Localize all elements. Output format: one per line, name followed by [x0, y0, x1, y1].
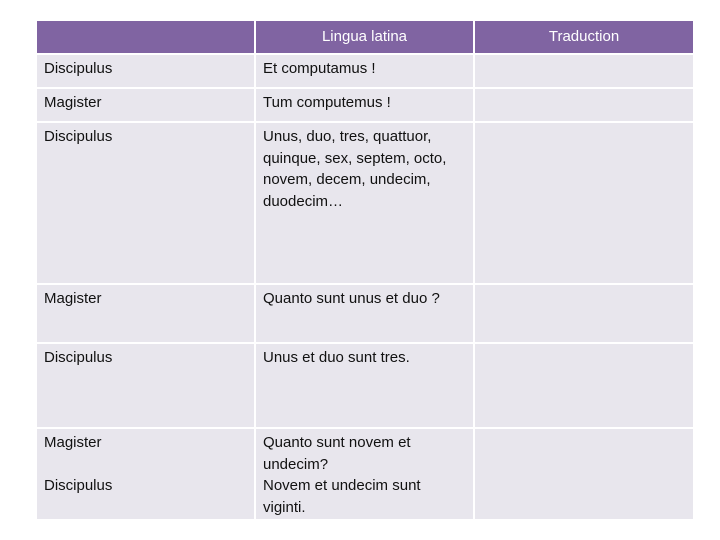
table-row	[37, 123, 693, 285]
speaker-cell: Discipulus	[37, 123, 256, 285]
latin-cell	[256, 123, 475, 285]
translation-cell[interactable]	[475, 55, 693, 89]
latin-line: Unus, duo, tres, quattuor,	[263, 128, 432, 145]
speaker-cell: Discipulus	[37, 55, 256, 89]
speaker-cell: Magister	[37, 285, 256, 344]
latin-line: Novem et undecim sunt	[263, 477, 421, 494]
speaker-line: Discipulus	[44, 476, 113, 494]
latin-line: Quanto sunt novem et	[263, 434, 411, 451]
speaker-cell	[37, 429, 256, 521]
latin-cell: Quanto sunt unus et duo ?	[256, 285, 475, 344]
translation-cell[interactable]	[475, 344, 693, 429]
latin-cell: Unus et duo sunt tres.	[256, 344, 475, 429]
table-row	[37, 285, 693, 344]
table-header-row	[37, 21, 693, 55]
latin-line: duodecim…	[263, 192, 344, 210]
translation-cell[interactable]	[475, 123, 693, 285]
latin-cell: Tum computemus !	[256, 89, 475, 123]
header-cell-latin: Lingua latina	[256, 21, 475, 55]
table-row	[37, 429, 693, 521]
header-cell-speaker	[37, 21, 256, 55]
latin-line: quinque, sex, septem, octo,	[263, 149, 447, 167]
latin-cell	[256, 429, 475, 521]
latin-line: undecim?	[263, 455, 329, 473]
speaker-cell: Magister	[37, 89, 256, 123]
latin-line: viginti.	[263, 498, 306, 516]
latin-line: novem, decem, undecim,	[263, 171, 431, 188]
header-cell-translation: Traduction	[475, 21, 693, 55]
latin-cell: Et computamus !	[256, 55, 475, 89]
speaker-line: Magister	[44, 434, 102, 451]
translation-cell[interactable]	[475, 429, 693, 521]
table-row	[37, 344, 693, 429]
dialogue-table	[37, 21, 693, 521]
translation-cell[interactable]	[475, 89, 693, 123]
speaker-cell: Discipulus	[37, 344, 256, 429]
table-row	[37, 89, 693, 123]
table-row	[37, 55, 693, 89]
translation-cell[interactable]	[475, 285, 693, 344]
